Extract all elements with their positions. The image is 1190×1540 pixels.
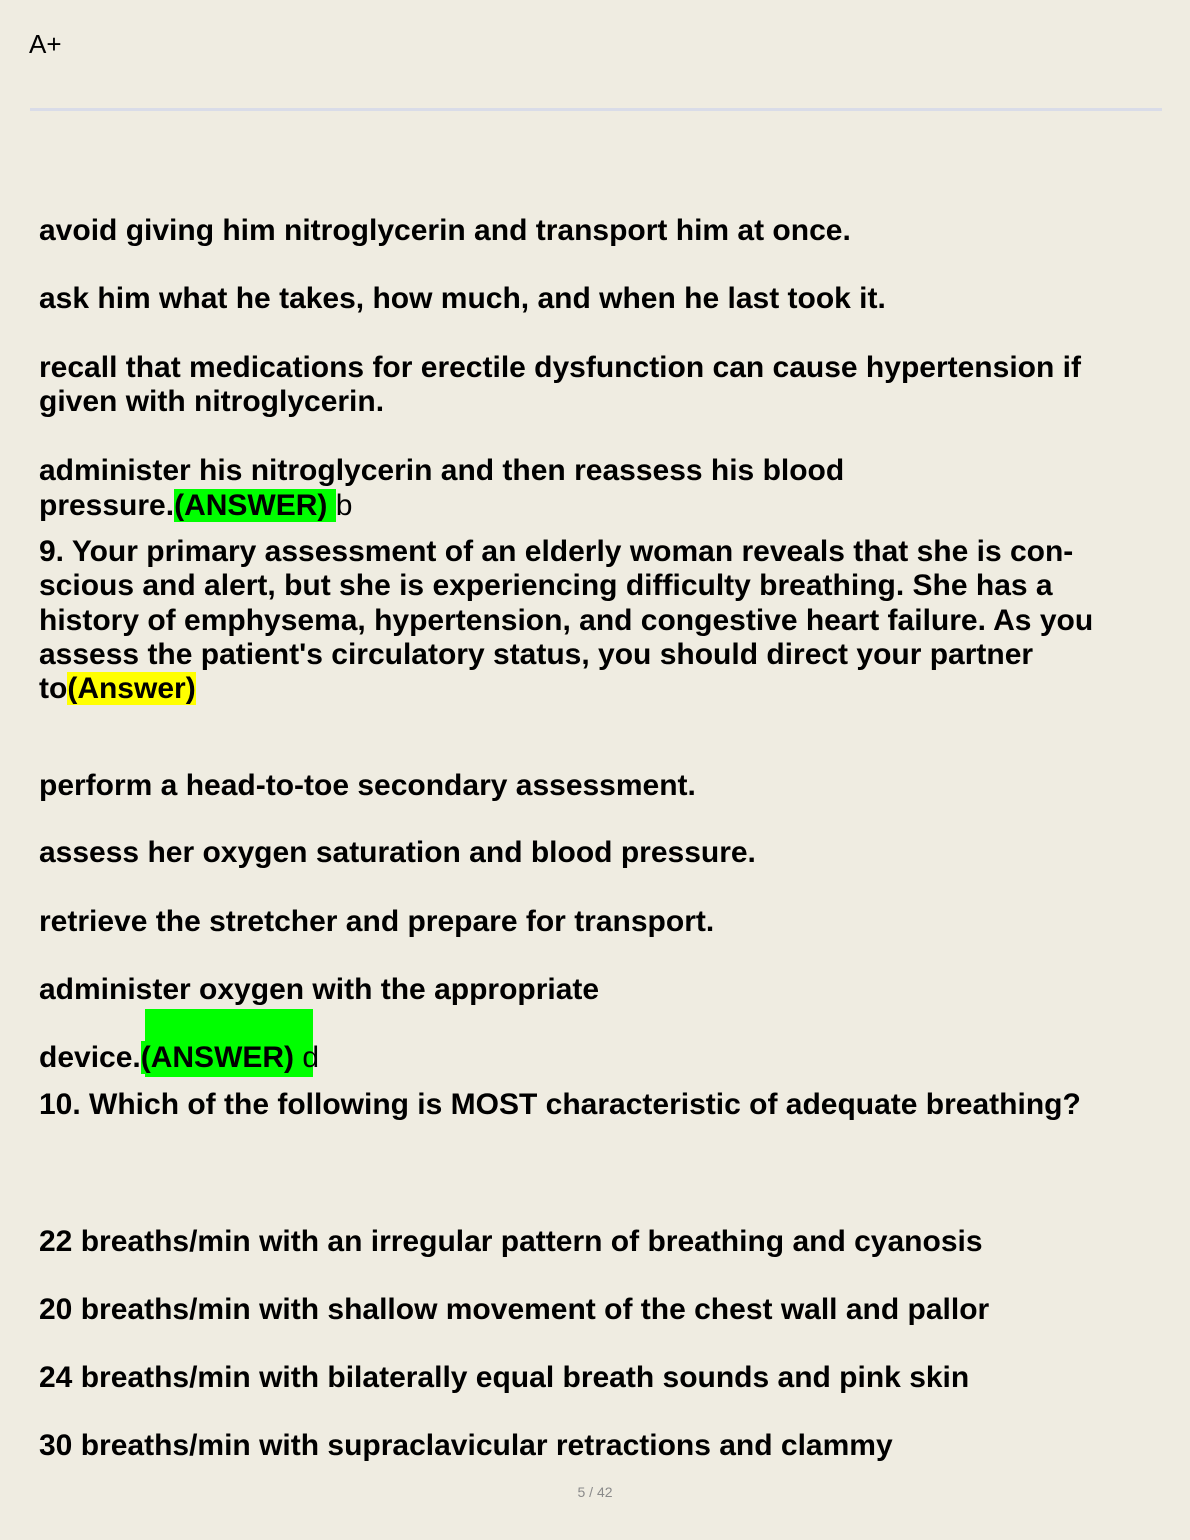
q9-question-line5 (39, 672, 196, 706)
q9-question-tail: to (39, 672, 68, 705)
q10-option-d: 30 breaths/min with supraclavicular retractions and clammy (39, 1429, 893, 1462)
grade-label: A+ (29, 29, 62, 59)
q9-option-b: assess her oxygen saturation and blood pressure. (39, 836, 756, 869)
q9-option-c: retrieve the stretcher and prepare for transport. (39, 905, 715, 938)
q10-option-a: 22 breaths/min with an irregular pattern of breathing and cyanosis (39, 1225, 983, 1258)
q8-option-c-line2: given with nitroglycerin. (39, 385, 385, 418)
q8-option-b: ask him what he takes, how much, and when he last took it. (39, 282, 886, 315)
q8-answer-letter: b (335, 489, 353, 522)
q9-answer-tag: (ANSWER) (140, 1041, 303, 1074)
q9-option-a: perform a head-to-toe secondary assessment. (39, 769, 696, 802)
q9-question-line2: scious and alert, but she is experiencing difficulty breathing. She has a (39, 569, 1053, 602)
q9-option-d-text: device. (39, 1041, 141, 1074)
q10-option-b: 20 breaths/min with shallow movement of the chest wall and pallor (39, 1293, 990, 1326)
q9-option-d-line2 (39, 1041, 319, 1075)
q8-option-d-text: pressure. (39, 489, 175, 522)
q9-option-d-line1: administer oxygen with the appropriate (39, 973, 600, 1006)
page-number: 5 / 42 (577, 1484, 613, 1500)
q10-option-c: 24 breaths/min with bilaterally equal breath sounds and pink skin (39, 1361, 970, 1394)
q8-option-a: avoid giving him nitroglycerin and transport him at once. (39, 214, 851, 247)
q9-question-tag: (Answer) (67, 672, 196, 705)
q9-answer-letter: d (302, 1041, 320, 1074)
q10-question: 10. Which of the following is MOST characteristic of adequate breathing? (39, 1088, 1081, 1121)
q9-question-line1: 9. Your primary assessment of an elderly woman reveals that she is con- (39, 535, 1074, 568)
q8-answer-tag: (ANSWER) (174, 489, 336, 522)
q8-option-c-line1: recall that medications for erectile dysfunction can cause hypertension if (39, 351, 1081, 384)
q9-question-line4: assess the patient's circulatory status, you should direct your partner (39, 638, 1034, 671)
header-divider (30, 108, 1162, 111)
q8-option-d-line2 (39, 489, 352, 523)
q8-option-d-line1: administer his nitroglycerin and then reassess his blood (39, 454, 845, 487)
q9-question-line3: history of emphysema, hypertension, and congestive heart failure. As you (39, 604, 1094, 637)
